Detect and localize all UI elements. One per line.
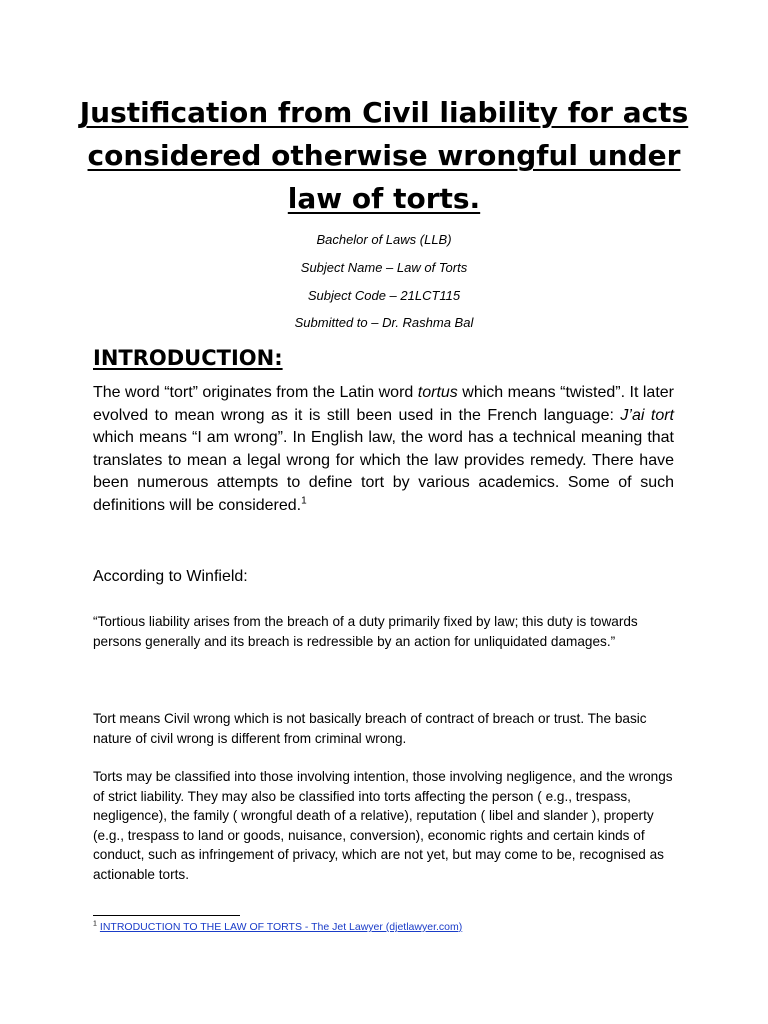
intro-text-part-2: which means “twisted”. It later evolved to mean wrong as it is still been used in the French language: [93,384,674,424]
intro-emphasis-jai-tort: J’ai tort [620,406,674,424]
degree-line: Bachelor of Laws (LLB) [316,232,452,247]
subject-code-line: Subject Code – 21LCT115 [307,288,461,303]
intro-emphasis-tortus: tortus [417,384,458,401]
intro-text-part-3: which means “I am wrong”. In English law, the word has a technical meaning that translates to mean a legal wrong for which the law provides remedy. There have been numerous attempts to define tort by various academics. Some of such definitions will be considered. [93,429,674,514]
civil-wrong-paragraph: Tort means Civil wrong which is not basically breach of contract of breach or trust. The basic nature of civil wrong is different from criminal wrong. [93,711,647,746]
introduction-heading: INTRODUCTION: [93,346,283,370]
tort-classification-paragraph: Torts may be classified into those involving intention, those involving negligence, and the wrongs of strict liability. They may also be classified into torts affecting the person ( e.g., trespass, negligence), the family ( wrongful death of a relative), reputation ( libel and slander ), property (e.g., trespass to land or goods, nuisance, conversion), economic rights and certain kinds of conduct, such as infringement of privacy, which are not yet, but may come to be, recognised as actionable torts. [93,769,673,882]
document-title: Justification from Civil liability for acts considered otherwise wrongful under law of torts. [79,96,689,215]
footnote-separator [93,915,240,916]
footnote [93,920,462,934]
footnote-link[interactable]: INTRODUCTION TO THE LAW OF TORTS - The Jet Lawyer (djetlawyer.com) [99,921,463,933]
introduction-paragraph [93,382,674,517]
footnote-number: 1 [93,920,97,928]
winfield-quote: “Tortious liability arises from the breach of a duty primarily fixed by law; this duty is towards persons generally and its breach is redressible by an action for unliquidated damages.” [93,614,638,649]
subject-name-line: Subject Name – Law of Torts [300,260,468,275]
submitted-to-line: Submitted to – Dr. Rashma Bal [294,315,474,330]
winfield-label: According to Winfield: [93,568,248,585]
intro-text-part-1: The word “tort” originates from the Latin word [93,384,418,401]
footnote-reference[interactable]: 1 [301,495,307,507]
